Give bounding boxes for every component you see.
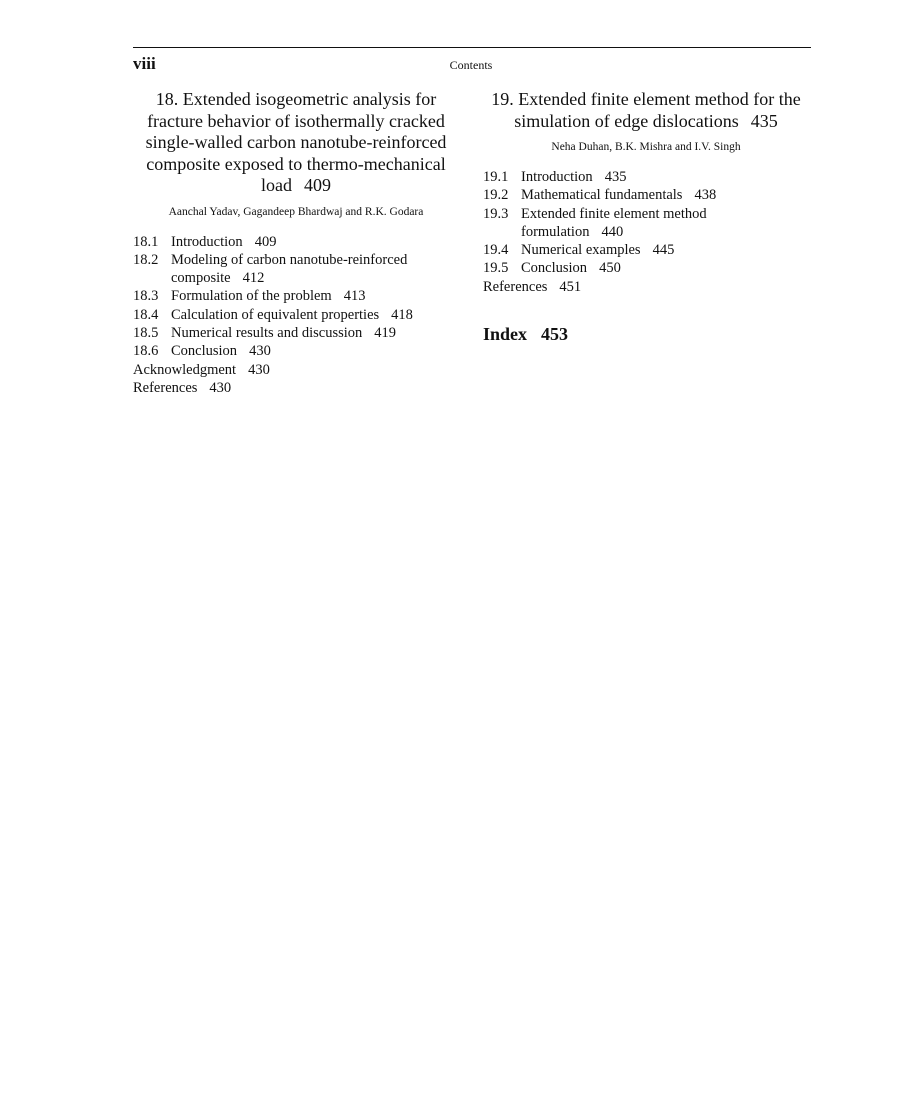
toc-backmatter-entry[interactable]	[133, 361, 459, 379]
toc-entry[interactable]	[483, 168, 809, 186]
running-head: Contents	[449, 58, 493, 72]
chapter-title[interactable]	[483, 89, 809, 132]
section-title: Calculation of equivalent properties	[171, 306, 380, 323]
section-number: 19.2	[483, 187, 509, 204]
section-number: 18.1	[133, 233, 159, 250]
toc-entry[interactable]	[483, 259, 809, 277]
section-number: 18.6	[133, 343, 159, 360]
chapter-toc	[133, 233, 459, 398]
section-number: 19.5	[483, 260, 509, 277]
section-title: Numerical examples	[521, 242, 641, 259]
section-page: 450	[599, 260, 621, 277]
backmatter-page: 430	[209, 379, 232, 396]
section-number: 18.2	[133, 251, 159, 268]
chapter-number: 19.	[491, 89, 514, 109]
chapter-page: 435	[750, 110, 778, 131]
toc-entry[interactable]	[133, 233, 459, 251]
toc-entry[interactable]	[133, 306, 459, 324]
section-page: 435	[604, 169, 627, 185]
section-number: 18.4	[133, 306, 159, 323]
section-title: Extended finite element method formulation	[521, 205, 707, 240]
chapter-toc	[483, 168, 809, 296]
backmatter-title: References	[133, 379, 198, 396]
section-number: 19.3	[483, 205, 509, 222]
section-title: Conclusion	[171, 343, 238, 360]
toc-backmatter-entry[interactable]	[483, 278, 809, 296]
section-page: 419	[374, 324, 397, 341]
toc-entry[interactable]	[133, 324, 459, 342]
section-title: Introduction	[521, 169, 593, 185]
section-page: 445	[652, 242, 675, 259]
section-page: 418	[391, 306, 413, 323]
section-title: Numerical results and discussion	[171, 324, 363, 341]
chapter-authors: Neha Duhan, B.K. Mishra and I.V. Singh	[551, 141, 741, 153]
chapter-title[interactable]	[133, 89, 459, 197]
section-page: 438	[694, 187, 717, 204]
toc-backmatter-entry[interactable]	[133, 379, 459, 397]
section-title: Formulation of the problem	[171, 288, 332, 305]
section-title: Introduction	[171, 233, 243, 250]
toc-entry[interactable]	[483, 241, 809, 259]
section-page: 409	[254, 233, 277, 250]
chapter-authors: Aanchal Yadav, Gagandeep Bhardwaj and R.K. Godara	[168, 205, 424, 218]
section-number: 19.1	[483, 169, 509, 185]
section-page: 430	[249, 343, 271, 360]
toc-entry[interactable]	[483, 205, 809, 242]
backmatter-page: 451	[559, 278, 582, 295]
index-title: Index	[483, 324, 528, 345]
header-rule	[133, 47, 811, 48]
section-number: 18.3	[133, 288, 159, 305]
index-entry[interactable]	[483, 324, 809, 345]
section-title: Conclusion	[521, 260, 588, 277]
toc-entry[interactable]	[483, 186, 809, 204]
chapter-page: 409	[304, 175, 331, 195]
toc-entry[interactable]	[133, 251, 459, 288]
chapter-19-column	[483, 89, 809, 345]
section-page: 412	[242, 270, 265, 287]
section-page: 440	[601, 223, 624, 240]
backmatter-title: Acknowledgment	[133, 361, 237, 378]
chapter-title-text: Extended isogeometric analysis for fracture behavior of isothermally cracked single-walled carbon nanotube-reinforced composite exposed to thermo-mechanical load	[145, 89, 447, 195]
backmatter-page: 430	[248, 361, 270, 378]
page-number: viii	[133, 54, 156, 73]
chapter-18-column	[133, 89, 459, 397]
toc-entry[interactable]	[133, 342, 459, 360]
toc-entry[interactable]	[133, 287, 459, 305]
section-title: Mathematical fundamentals	[521, 187, 683, 204]
section-title: Modeling of carbon nanotube-reinforced composite	[171, 251, 408, 287]
chapter-number: 18.	[155, 89, 179, 109]
chapter-title-text: Extended finite element method for the simulation of edge dislocations	[514, 89, 801, 131]
backmatter-title: References	[483, 278, 548, 295]
section-number: 19.4	[483, 242, 509, 259]
section-page: 413	[343, 288, 366, 305]
section-number: 18.5	[133, 324, 159, 341]
index-page: 453	[541, 324, 569, 345]
